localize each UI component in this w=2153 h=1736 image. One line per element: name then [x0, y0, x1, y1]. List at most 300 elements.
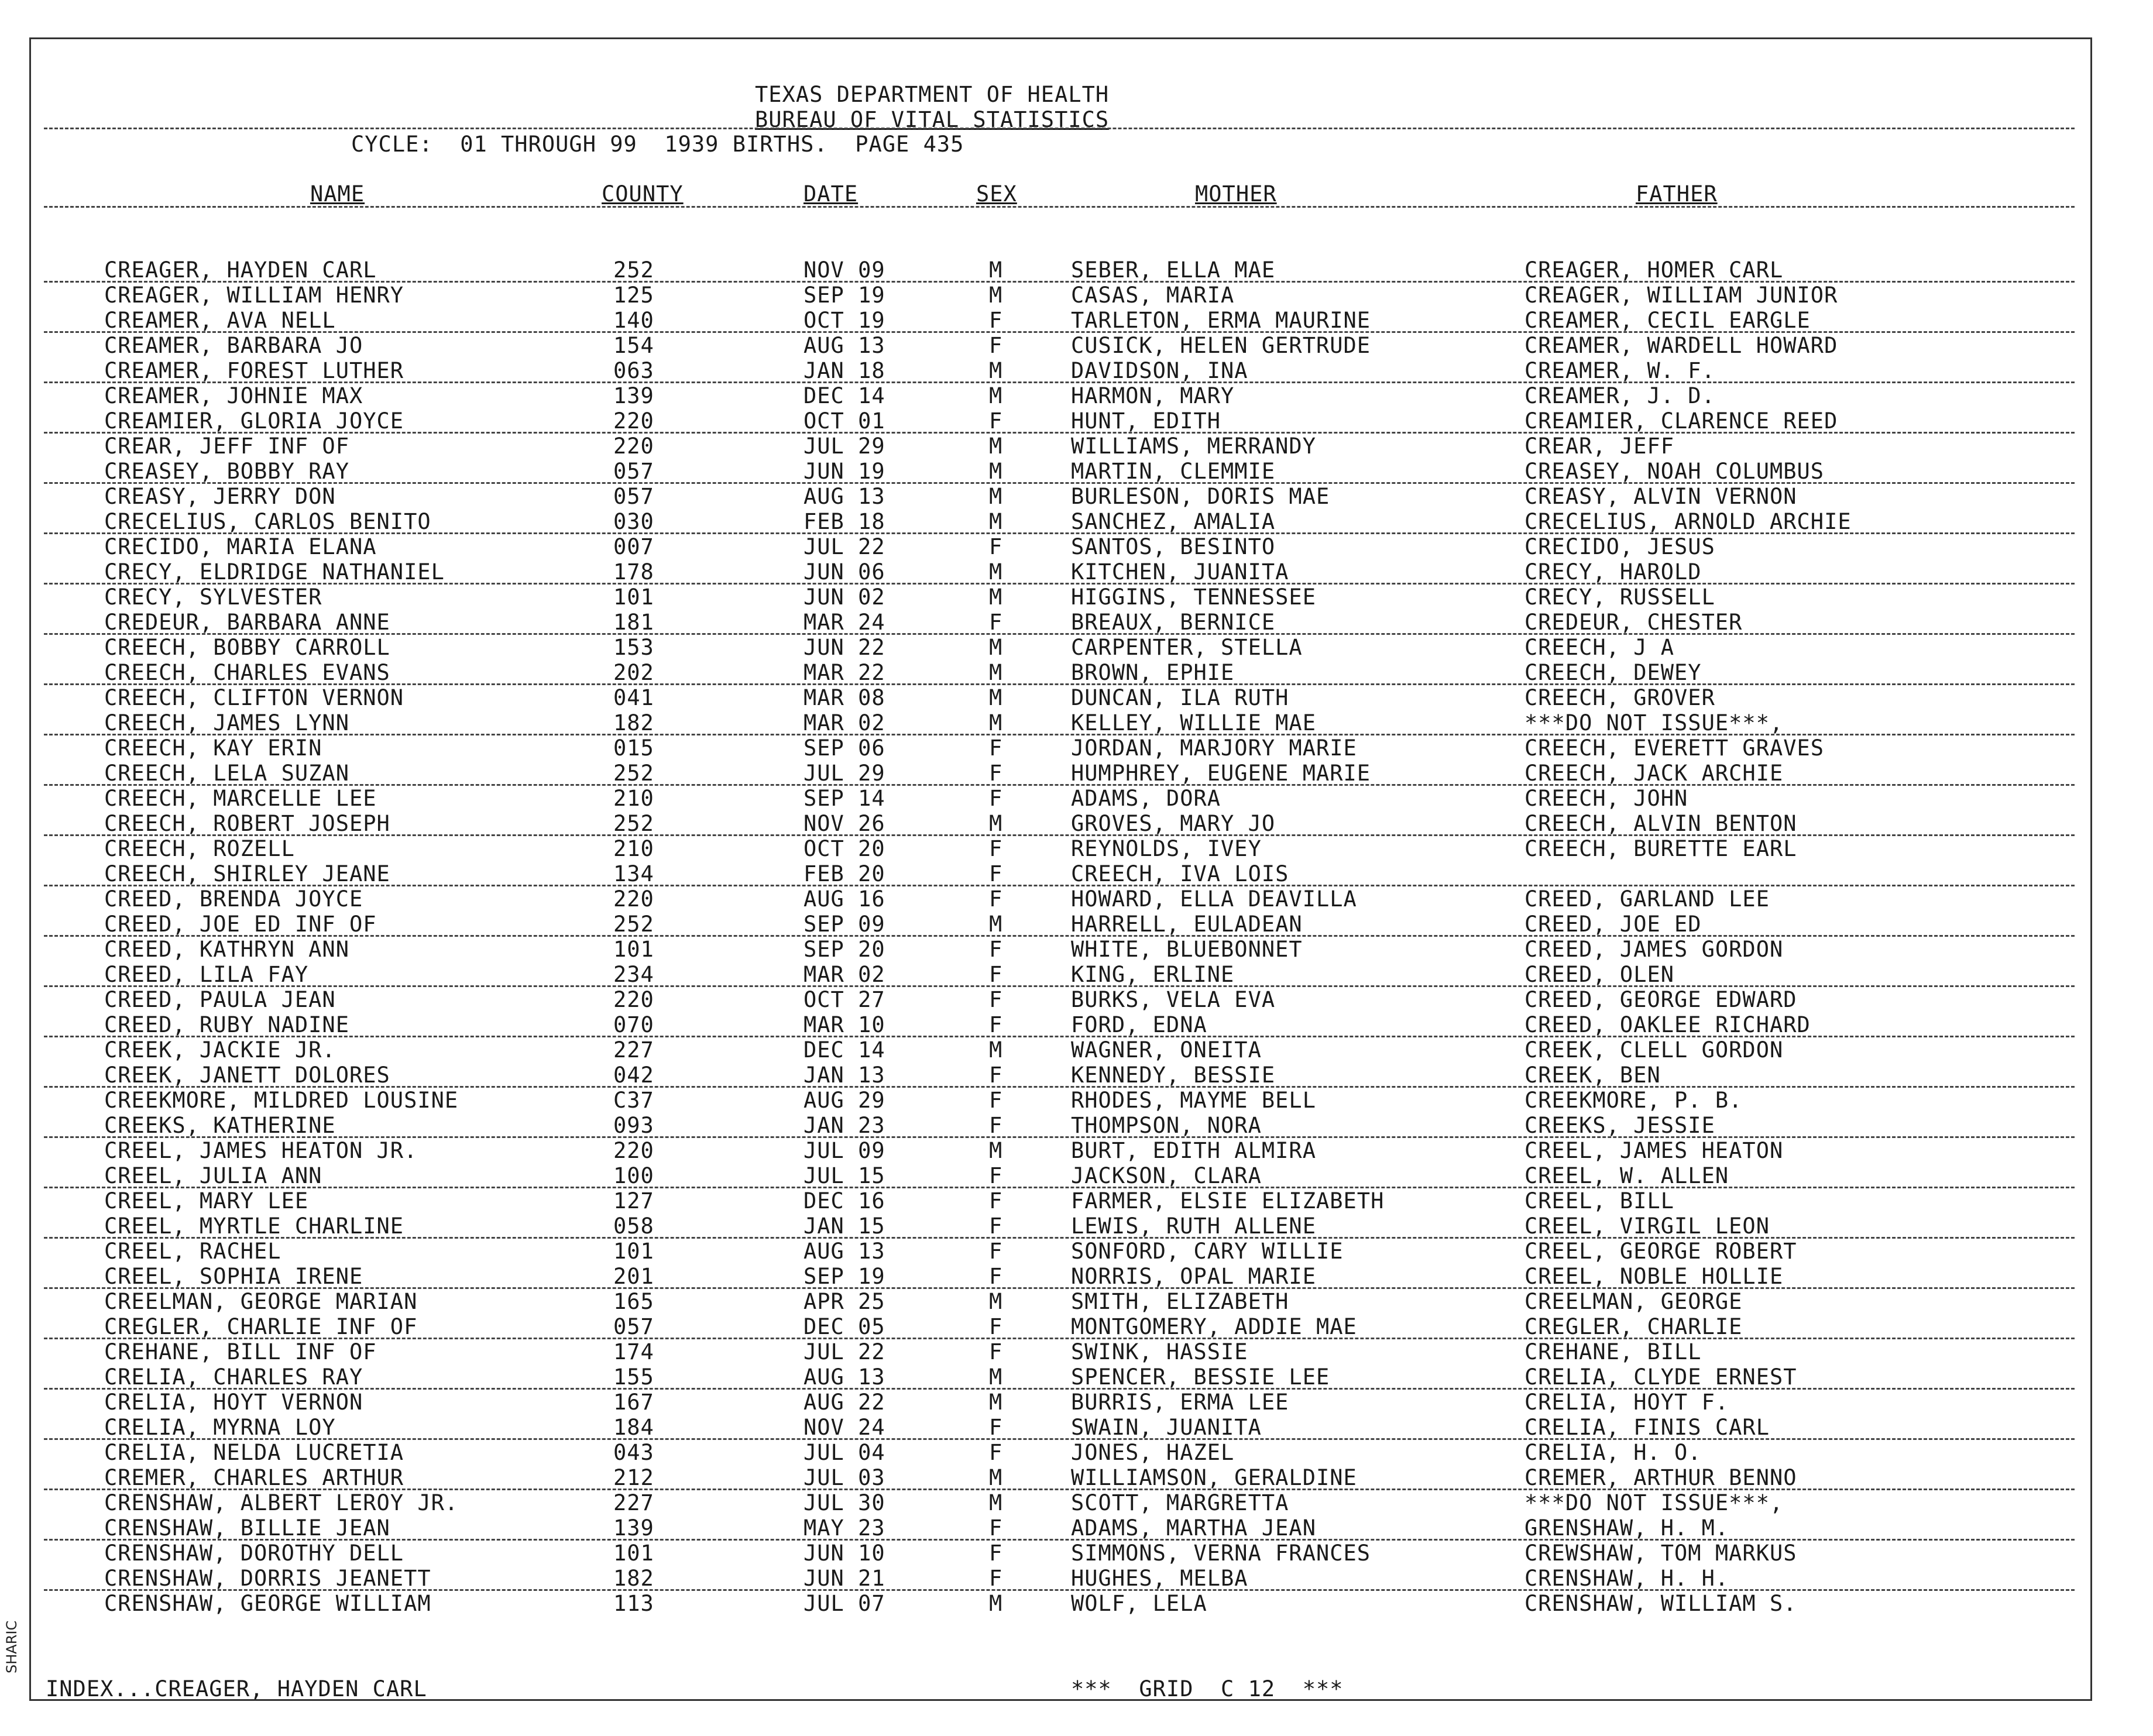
cell-sex: F: [989, 836, 1003, 861]
column-header-father: FATHER: [1636, 181, 1718, 207]
cell-date: AUG 13: [803, 1239, 885, 1264]
cell-county: 252: [613, 811, 654, 836]
cell-father: CREED, GARLAND LEE: [1524, 886, 1770, 912]
cell-mother: HUMPHREY, EUGENE MARIE: [1071, 761, 1371, 786]
cell-date: OCT 27: [803, 987, 885, 1012]
cell-father: CRENSHAW, H. H.: [1524, 1566, 1729, 1591]
cell-father: CREECH, GROVER: [1524, 685, 1715, 710]
cell-name: CRECELIUS, CARLOS BENITO: [104, 509, 431, 534]
cell-county: 101: [613, 1541, 654, 1566]
cell-father: GRENSHAW, H. M.: [1524, 1515, 1729, 1541]
cell-name: CREED, PAULA JEAN: [104, 987, 336, 1012]
cell-father: CREECH, BURETTE EARL: [1524, 836, 1797, 861]
cell-name: CREECH, ROZELL: [104, 836, 295, 861]
cell-name: CREED, LILA FAY: [104, 962, 309, 987]
cell-date: JUL 03: [803, 1465, 885, 1490]
table-row: [0, 1515, 2153, 1541]
cell-county: 153: [613, 635, 654, 660]
table-row: [0, 861, 2153, 886]
cell-date: MAR 22: [803, 660, 885, 685]
cell-county: 181: [613, 610, 654, 635]
cell-date: AUG 22: [803, 1390, 885, 1415]
table-row: [0, 1088, 2153, 1113]
cell-name: CRENSHAW, DORRIS JEANETT: [104, 1566, 431, 1591]
cell-date: JUN 06: [803, 559, 885, 585]
cell-father: CREECH, JACK ARCHIE: [1524, 761, 1784, 786]
cell-sex: F: [989, 308, 1003, 333]
cell-date: JUN 21: [803, 1566, 885, 1591]
cell-name: CREAMIER, GLORIA JOYCE: [104, 408, 404, 434]
cell-county: 134: [613, 861, 654, 886]
cell-father: CREEL, VIRGIL LEON: [1524, 1214, 1770, 1239]
cell-father: CREEL, BILL: [1524, 1188, 1675, 1214]
column-header-sex: SEX: [976, 181, 1017, 207]
table-row: [0, 1012, 2153, 1037]
cell-date: SEP 19: [803, 1264, 885, 1289]
cell-mother: BURRIS, ERMA LEE: [1071, 1390, 1289, 1415]
cell-date: JUN 10: [803, 1541, 885, 1566]
cell-father: CREWSHAW, TOM MARKUS: [1524, 1541, 1797, 1566]
cell-father: CREEKMORE, P. B.: [1524, 1088, 1743, 1113]
cell-mother: LEWIS, RUTH ALLENE: [1071, 1214, 1316, 1239]
cell-name: CREAR, JEFF INF OF: [104, 434, 349, 459]
cell-father: CREEL, NOBLE HOLLIE: [1524, 1264, 1784, 1289]
table-row: [0, 257, 2153, 283]
cell-name: CRENSHAW, GEORGE WILLIAM: [104, 1591, 431, 1616]
table-row: [0, 1591, 2153, 1616]
table-row: [0, 1440, 2153, 1465]
cell-date: JUL 22: [803, 1339, 885, 1364]
cell-date: JUL 04: [803, 1440, 885, 1465]
cell-mother: KITCHEN, JUANITA: [1071, 559, 1289, 585]
cell-sex: M: [989, 585, 1003, 610]
cell-county: 057: [613, 484, 654, 509]
cell-name: CREAMER, JOHNIE MAX: [104, 383, 363, 408]
table-row: [0, 1314, 2153, 1339]
cell-county: 174: [613, 1339, 654, 1364]
cell-father: CRECY, HAROLD: [1524, 559, 1702, 585]
cell-mother: SEBER, ELLA MAE: [1071, 257, 1276, 283]
cell-mother: CUSICK, HELEN GERTRUDE: [1071, 333, 1371, 358]
table-row: [0, 484, 2153, 509]
cell-sex: F: [989, 1314, 1003, 1339]
cell-county: 252: [613, 912, 654, 937]
cell-date: JUL 07: [803, 1591, 885, 1616]
table-row: [0, 1566, 2153, 1591]
cell-father: CREECH, J A: [1524, 635, 1675, 660]
cell-date: JUL 22: [803, 534, 885, 559]
cell-county: 100: [613, 1163, 654, 1188]
cell-mother: BURT, EDITH ALMIRA: [1071, 1138, 1316, 1163]
cell-date: MAR 02: [803, 710, 885, 735]
cell-mother: ADAMS, DORA: [1071, 786, 1221, 811]
cell-name: CREEL, RACHEL: [104, 1239, 281, 1264]
cell-sex: M: [989, 484, 1003, 509]
cell-mother: JACKSON, CLARA: [1071, 1163, 1262, 1188]
cell-father: ***DO NOT ISSUE***,: [1524, 710, 1784, 735]
cell-mother: HARRELL, EULADEAN: [1071, 912, 1303, 937]
cell-date: AUG 13: [803, 1364, 885, 1390]
cell-sex: M: [989, 1490, 1003, 1515]
cycle-line: CYCLE: 01 THROUGH 99 1939 BIRTHS. PAGE 435: [351, 132, 964, 157]
cell-county: 155: [613, 1364, 654, 1390]
cell-mother: KENNEDY, BESSIE: [1071, 1063, 1276, 1088]
table-row: [0, 308, 2153, 333]
cell-date: DEC 05: [803, 1314, 885, 1339]
cell-name: CRELIA, CHARLES RAY: [104, 1364, 363, 1390]
cell-sex: M: [989, 559, 1003, 585]
column-header-name: NAME: [310, 181, 365, 207]
cell-mother: GROVES, MARY JO: [1071, 811, 1276, 836]
cell-father: CRENSHAW, WILLIAM S.: [1524, 1591, 1797, 1616]
table-row: [0, 534, 2153, 559]
cell-county: 182: [613, 710, 654, 735]
cell-date: NOV 24: [803, 1415, 885, 1440]
cell-mother: MONTGOMERY, ADDIE MAE: [1071, 1314, 1357, 1339]
cell-name: CREEKMORE, MILDRED LOUSINE: [104, 1088, 459, 1113]
bureau-title: BUREAU OF VITAL STATISTICS: [755, 107, 1110, 132]
cell-sex: M: [989, 1037, 1003, 1063]
cell-county: 154: [613, 333, 654, 358]
cell-sex: M: [989, 1364, 1003, 1390]
cell-sex: F: [989, 1440, 1003, 1465]
cell-name: CRENSHAW, BILLIE JEAN: [104, 1515, 390, 1541]
cell-name: CREMER, CHARLES ARTHUR: [104, 1465, 404, 1490]
cell-date: FEB 20: [803, 861, 885, 886]
cell-name: CRECY, SYLVESTER: [104, 585, 322, 610]
cell-mother: HIGGINS, TENNESSEE: [1071, 585, 1316, 610]
cell-name: CREECH, CHARLES EVANS: [104, 660, 390, 685]
agency-title: TEXAS DEPARTMENT OF HEALTH: [755, 82, 1110, 107]
cell-date: FEB 18: [803, 509, 885, 534]
cell-name: CREECH, JAMES LYNN: [104, 710, 349, 735]
column-header-mother: MOTHER: [1195, 181, 1277, 207]
cell-date: JUL 30: [803, 1490, 885, 1515]
cell-sex: F: [989, 408, 1003, 434]
cell-father: CREGLER, CHARLIE: [1524, 1314, 1743, 1339]
cell-date: JAN 18: [803, 358, 885, 383]
cell-father: CREEK, BEN: [1524, 1063, 1661, 1088]
cell-date: JUL 09: [803, 1138, 885, 1163]
cell-county: 101: [613, 937, 654, 962]
cell-sex: M: [989, 912, 1003, 937]
cell-date: NOV 09: [803, 257, 885, 283]
cell-name: CREELMAN, GEORGE MARIAN: [104, 1289, 418, 1314]
cell-county: 202: [613, 660, 654, 685]
table-row: [0, 408, 2153, 434]
table-row: [0, 786, 2153, 811]
cell-county: 212: [613, 1465, 654, 1490]
cell-sex: M: [989, 358, 1003, 383]
cell-mother: SANCHEZ, AMALIA: [1071, 509, 1276, 534]
cell-mother: JONES, HAZEL: [1071, 1440, 1235, 1465]
table-row: [0, 383, 2153, 408]
footer-grid: *** GRID C 12 ***: [1071, 1676, 1344, 1701]
cell-date: DEC 16: [803, 1188, 885, 1214]
cell-name: CREEL, MARY LEE: [104, 1188, 309, 1214]
cell-father: CREECH, EVERETT GRAVES: [1524, 735, 1825, 761]
cell-sex: M: [989, 710, 1003, 735]
cell-sex: M: [989, 434, 1003, 459]
cell-mother: WAGNER, ONEITA: [1071, 1037, 1262, 1063]
cell-county: 167: [613, 1390, 654, 1415]
table-row: [0, 912, 2153, 937]
cell-mother: WHITE, BLUEBONNET: [1071, 937, 1303, 962]
cell-father: CREED, OLEN: [1524, 962, 1675, 987]
cell-mother: HUGHES, MELBA: [1071, 1566, 1248, 1591]
cell-name: CREED, BRENDA JOYCE: [104, 886, 363, 912]
cell-father: CREED, JAMES GORDON: [1524, 937, 1784, 962]
cell-mother: FORD, EDNA: [1071, 1012, 1207, 1037]
table-row: [0, 283, 2153, 308]
cell-date: MAR 08: [803, 685, 885, 710]
cell-sex: F: [989, 735, 1003, 761]
cell-father: CREDEUR, CHESTER: [1524, 610, 1743, 635]
table-row: [0, 1465, 2153, 1490]
records-list: [0, 257, 2153, 1616]
cell-county: 043: [613, 1440, 654, 1465]
table-row: [0, 1037, 2153, 1063]
cell-sex: M: [989, 257, 1003, 283]
table-row: [0, 585, 2153, 610]
table-row: [0, 1415, 2153, 1440]
cell-sex: F: [989, 861, 1003, 886]
cell-date: AUG 16: [803, 886, 885, 912]
cell-date: OCT 19: [803, 308, 885, 333]
cell-mother: SWAIN, JUANITA: [1071, 1415, 1262, 1440]
cell-father: CREAMER, WARDELL HOWARD: [1524, 333, 1838, 358]
cell-county: 058: [613, 1214, 654, 1239]
cell-sex: M: [989, 1138, 1003, 1163]
cell-name: CREECH, BOBBY CARROLL: [104, 635, 390, 660]
cell-name: CREEK, JACKIE JR.: [104, 1037, 336, 1063]
cell-county: 140: [613, 308, 654, 333]
cell-name: CREEL, MYRTLE CHARLINE: [104, 1214, 404, 1239]
cell-county: 165: [613, 1289, 654, 1314]
cell-father: CRELIA, H. O.: [1524, 1440, 1702, 1465]
table-row: [0, 1138, 2153, 1163]
cell-name: CRENSHAW, ALBERT LEROY JR.: [104, 1490, 459, 1515]
cell-county: 227: [613, 1037, 654, 1063]
table-row: [0, 1390, 2153, 1415]
cell-county: 227: [613, 1490, 654, 1515]
table-row: [0, 962, 2153, 987]
cell-date: AUG 29: [803, 1088, 885, 1113]
cell-county: 210: [613, 786, 654, 811]
cell-date: NOV 26: [803, 811, 885, 836]
cell-county: 220: [613, 987, 654, 1012]
cell-county: 057: [613, 459, 654, 484]
header-rule: [44, 128, 2075, 129]
cell-date: MAR 02: [803, 962, 885, 987]
cell-date: SEP 20: [803, 937, 885, 962]
cell-date: SEP 06: [803, 735, 885, 761]
cell-sex: M: [989, 635, 1003, 660]
cell-date: JUN 22: [803, 635, 885, 660]
table-row: [0, 434, 2153, 459]
cell-sex: F: [989, 937, 1003, 962]
cell-date: JUL 15: [803, 1163, 885, 1188]
cell-date: SEP 09: [803, 912, 885, 937]
footer-index: INDEX...CREAGER, HAYDEN CARL: [46, 1676, 427, 1701]
cell-sex: F: [989, 886, 1003, 912]
cell-name: CRELIA, HOYT VERNON: [104, 1390, 363, 1415]
cell-county: 234: [613, 962, 654, 987]
table-row: [0, 509, 2153, 534]
cell-sex: F: [989, 610, 1003, 635]
cell-sex: F: [989, 987, 1003, 1012]
cell-mother: REYNOLDS, IVEY: [1071, 836, 1262, 861]
cell-county: 201: [613, 1264, 654, 1289]
table-row: [0, 761, 2153, 786]
cell-county: 030: [613, 509, 654, 534]
cell-father: CREAMER, CECIL EARGLE: [1524, 308, 1811, 333]
table-row: [0, 1264, 2153, 1289]
cell-name: CREED, RUBY NADINE: [104, 1012, 349, 1037]
cell-sex: M: [989, 685, 1003, 710]
cell-mother: SIMMONS, VERNA FRANCES: [1071, 1541, 1371, 1566]
cell-county: 139: [613, 383, 654, 408]
cell-county: 113: [613, 1591, 654, 1616]
cell-father: CREAGER, HOMER CARL: [1524, 257, 1784, 283]
cell-sex: M: [989, 509, 1003, 534]
cell-name: CRENSHAW, DOROTHY DELL: [104, 1541, 404, 1566]
cell-mother: SMITH, ELIZABETH: [1071, 1289, 1289, 1314]
table-row: [0, 811, 2153, 836]
cell-mother: BREAUX, BERNICE: [1071, 610, 1276, 635]
cell-name: CREECH, CLIFTON VERNON: [104, 685, 404, 710]
cell-county: 220: [613, 1138, 654, 1163]
cell-county: 184: [613, 1415, 654, 1440]
cell-sex: F: [989, 1339, 1003, 1364]
cell-father: CREAGER, WILLIAM JUNIOR: [1524, 283, 1838, 308]
cell-mother: CASAS, MARIA: [1071, 283, 1235, 308]
cell-mother: WOLF, LELA: [1071, 1591, 1207, 1616]
table-row: [0, 358, 2153, 383]
cell-mother: DUNCAN, ILA RUTH: [1071, 685, 1289, 710]
cell-county: 139: [613, 1515, 654, 1541]
table-row: [0, 1188, 2153, 1214]
cell-sex: F: [989, 1188, 1003, 1214]
cell-mother: THOMPSON, NORA: [1071, 1113, 1262, 1138]
cell-date: AUG 13: [803, 484, 885, 509]
cell-name: CREDEUR, BARBARA ANNE: [104, 610, 390, 635]
cell-name: CREEL, JAMES HEATON JR.: [104, 1138, 418, 1163]
table-row: [0, 1163, 2153, 1188]
table-row: [0, 1113, 2153, 1138]
cell-county: 220: [613, 434, 654, 459]
cell-date: MAY 23: [803, 1515, 885, 1541]
cell-father: CRECIDO, JESUS: [1524, 534, 1715, 559]
cell-date: JUN 19: [803, 459, 885, 484]
cell-county: 041: [613, 685, 654, 710]
cell-sex: M: [989, 283, 1003, 308]
cell-date: OCT 01: [803, 408, 885, 434]
cell-father: ***DO NOT ISSUE***,: [1524, 1490, 1784, 1515]
cell-mother: JORDAN, MARJORY MARIE: [1071, 735, 1357, 761]
cell-date: JAN 13: [803, 1063, 885, 1088]
table-row: [0, 660, 2153, 685]
cell-county: 220: [613, 886, 654, 912]
cell-name: CREECH, LELA SUZAN: [104, 761, 349, 786]
cell-name: CREED, KATHRYN ANN: [104, 937, 349, 962]
cell-name: CREASY, JERRY DON: [104, 484, 336, 509]
cell-mother: SPENCER, BESSIE LEE: [1071, 1364, 1330, 1390]
cell-mother: DAVIDSON, INA: [1071, 358, 1248, 383]
cell-sex: F: [989, 1566, 1003, 1591]
cell-date: SEP 14: [803, 786, 885, 811]
table-row: [0, 559, 2153, 585]
cell-mother: BROWN, EPHIE: [1071, 660, 1235, 685]
cell-name: CREASEY, BOBBY RAY: [104, 459, 349, 484]
cell-father: CREEL, W. ALLEN: [1524, 1163, 1729, 1188]
cell-sex: F: [989, 786, 1003, 811]
cell-date: JAN 15: [803, 1214, 885, 1239]
table-row: [0, 735, 2153, 761]
table-row: [0, 937, 2153, 962]
cell-mother: CARPENTER, STELLA: [1071, 635, 1303, 660]
cell-mother: RHODES, MAYME BELL: [1071, 1088, 1316, 1113]
table-row: [0, 1214, 2153, 1239]
cell-mother: MARTIN, CLEMMIE: [1071, 459, 1276, 484]
cell-sex: F: [989, 1163, 1003, 1188]
cell-mother: KELLEY, WILLIE MAE: [1071, 710, 1316, 735]
cell-father: CRELIA, CLYDE ERNEST: [1524, 1364, 1797, 1390]
cell-mother: SCOTT, MARGRETTA: [1071, 1490, 1289, 1515]
column-header-date: DATE: [803, 181, 859, 207]
table-row: [0, 987, 2153, 1012]
cell-father: CREECH, ALVIN BENTON: [1524, 811, 1797, 836]
table-row: [0, 1063, 2153, 1088]
cell-mother: BURKS, VELA EVA: [1071, 987, 1276, 1012]
cell-name: CREECH, KAY ERIN: [104, 735, 322, 761]
table-row: [0, 710, 2153, 735]
cell-name: CRECY, ELDRIDGE NATHANIEL: [104, 559, 445, 585]
table-row: [0, 685, 2153, 710]
cell-name: CREECH, ROBERT JOSEPH: [104, 811, 390, 836]
cell-mother: ADAMS, MARTHA JEAN: [1071, 1515, 1316, 1541]
cell-father: CRELIA, FINIS CARL: [1524, 1415, 1770, 1440]
cell-father: CREHANE, BILL: [1524, 1339, 1702, 1364]
cell-father: CREECH, JOHN: [1524, 786, 1688, 811]
cell-name: CREAMER, BARBARA JO: [104, 333, 363, 358]
cell-sex: F: [989, 1088, 1003, 1113]
cell-sex: M: [989, 383, 1003, 408]
cell-sex: F: [989, 1012, 1003, 1037]
cell-sex: M: [989, 811, 1003, 836]
cell-father: CREEL, GEORGE ROBERT: [1524, 1239, 1797, 1264]
table-row: [0, 459, 2153, 484]
cell-name: CRECIDO, MARIA ELANA: [104, 534, 377, 559]
cell-father: CREED, GEORGE EDWARD: [1524, 987, 1797, 1012]
cell-mother: HOWARD, ELLA DEAVILLA: [1071, 886, 1357, 912]
cell-county: 182: [613, 1566, 654, 1591]
cell-mother: KING, ERLINE: [1071, 962, 1235, 987]
cell-name: CREAMER, FOREST LUTHER: [104, 358, 404, 383]
cell-mother: FARMER, ELSIE ELIZABETH: [1071, 1188, 1385, 1214]
cell-county: 220: [613, 408, 654, 434]
cell-mother: SWINK, HASSIE: [1071, 1339, 1248, 1364]
cell-name: CREAGER, WILLIAM HENRY: [104, 283, 404, 308]
cell-county: 127: [613, 1188, 654, 1214]
cell-name: CREEL, SOPHIA IRENE: [104, 1264, 363, 1289]
table-row: [0, 886, 2153, 912]
cell-sex: M: [989, 1289, 1003, 1314]
cell-father: CREAMIER, CLARENCE REED: [1524, 408, 1838, 434]
cell-county: 252: [613, 257, 654, 283]
cell-sex: F: [989, 1239, 1003, 1264]
cell-sex: F: [989, 1063, 1003, 1088]
